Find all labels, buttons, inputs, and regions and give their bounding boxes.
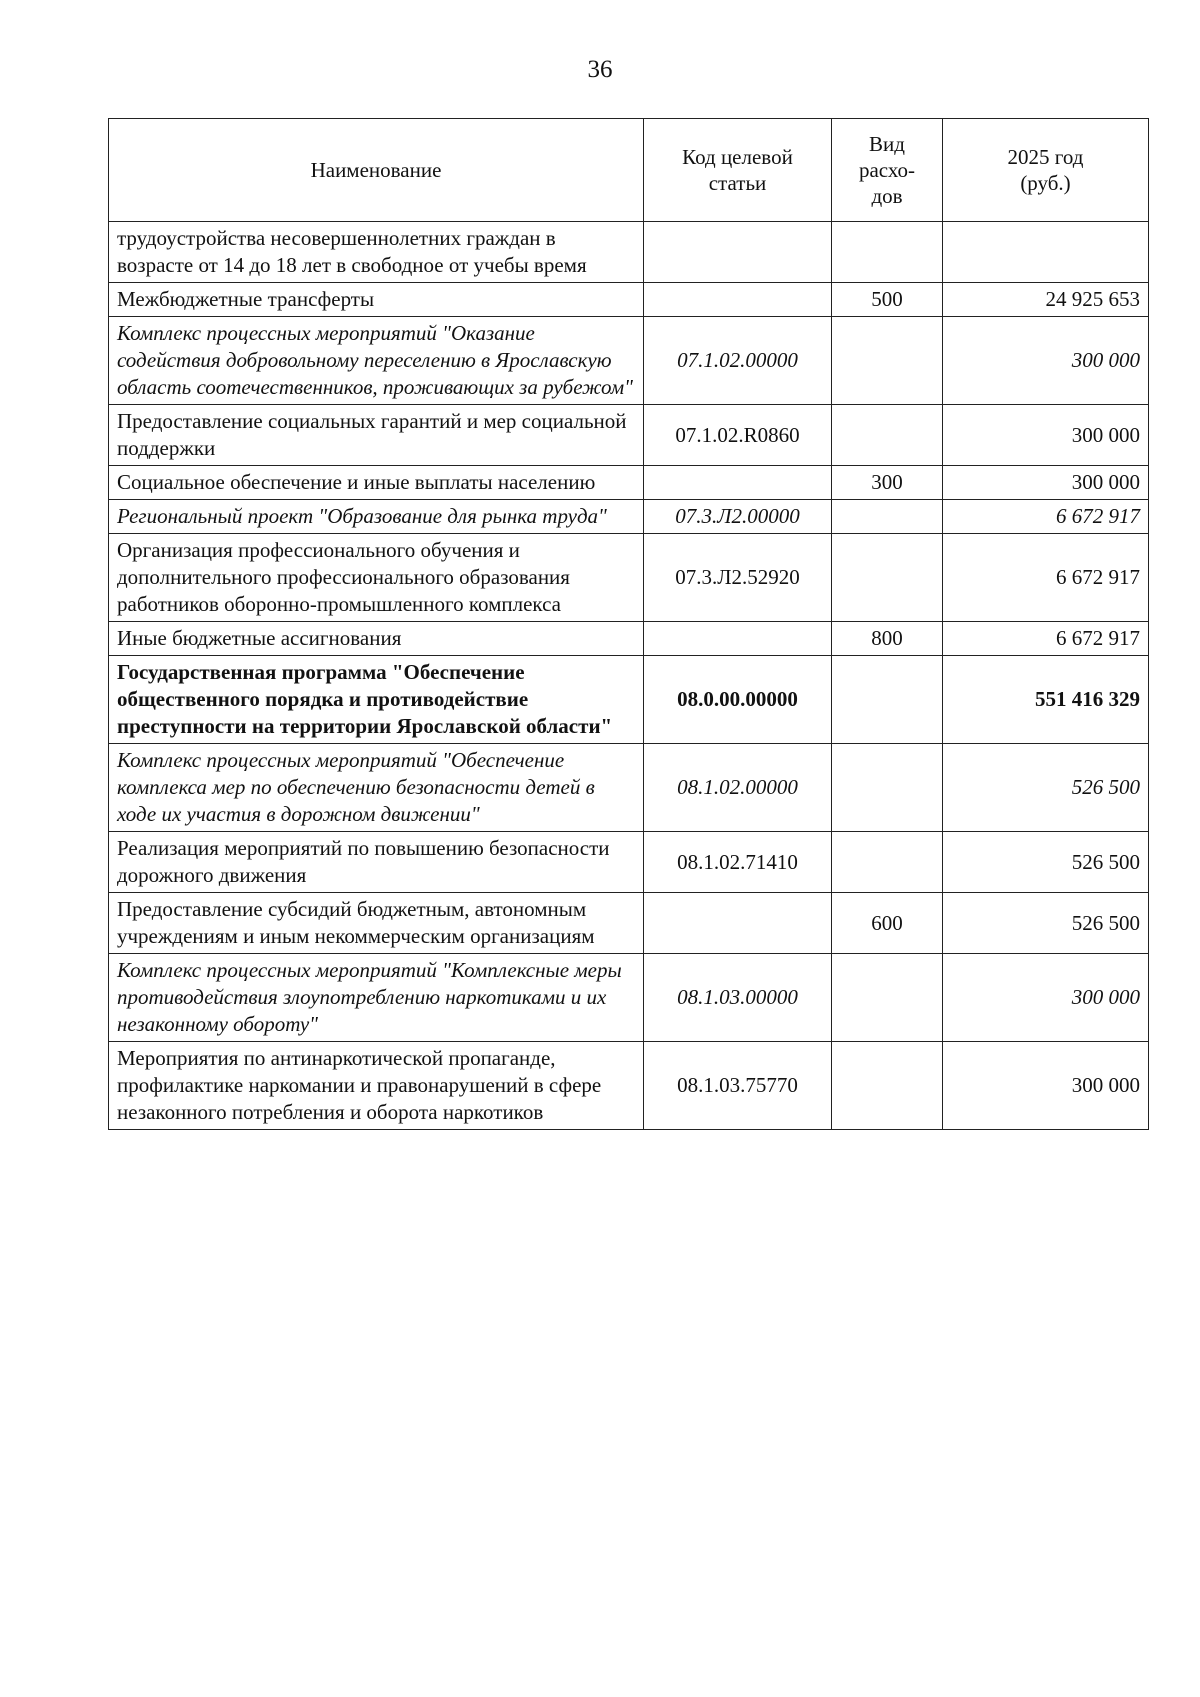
table-row xyxy=(109,893,1149,954)
cell-type xyxy=(832,222,943,283)
cell-name: Организация профессионального обучения и дополнительного профессионального образования работников оборонно-промышленного комплекса xyxy=(109,534,644,622)
cell-code xyxy=(644,893,832,954)
header-type-line: расхо- xyxy=(858,158,916,182)
cell-code: 08.1.03.75770 xyxy=(644,1042,832,1130)
cell-code: 07.1.02.R0860 xyxy=(644,405,832,466)
header-type-line: дов xyxy=(871,184,903,208)
cell-name: Комплекс процессных мероприятий "Комплексные меры противодействия злоупотреблению наркотиками и их незаконному обороту" xyxy=(109,954,644,1042)
cell-sum: 526 500 xyxy=(943,893,1149,954)
cell-name: трудоустройства несовершеннолетних граждан в возрасте от 14 до 18 лет в свободное от учебы время xyxy=(109,222,644,283)
table-row xyxy=(109,744,1149,832)
header-sum-line: (руб.) xyxy=(1020,171,1071,195)
cell-type xyxy=(832,534,943,622)
header-type xyxy=(832,119,943,222)
table-row xyxy=(109,954,1149,1042)
table-header-row xyxy=(109,119,1149,222)
table-row xyxy=(109,500,1149,534)
table-row xyxy=(109,466,1149,500)
cell-type: 300 xyxy=(832,466,943,500)
header-code: Код целевой статьи xyxy=(644,119,832,222)
cell-name: Мероприятия по антинаркотической пропаганде, профилактике наркомании и правонарушений в сфере незаконного потребления и оборота наркотиков xyxy=(109,1042,644,1130)
cell-code: 08.1.03.00000 xyxy=(644,954,832,1042)
cell-type xyxy=(832,744,943,832)
table-row xyxy=(109,405,1149,466)
cell-name: Региональный проект "Образование для рынка труда" xyxy=(109,500,644,534)
cell-sum xyxy=(943,222,1149,283)
cell-type xyxy=(832,954,943,1042)
header-sum xyxy=(943,119,1149,222)
table-row xyxy=(109,1042,1149,1130)
table-row xyxy=(109,832,1149,893)
cell-name: Комплекс процессных мероприятий "Оказание содействия добровольному переселению в Ярославскую область соотечественников, проживающих за рубежом" xyxy=(109,317,644,405)
cell-sum: 300 000 xyxy=(943,954,1149,1042)
cell-name: Реализация мероприятий по повышению безопасности дорожного движения xyxy=(109,832,644,893)
cell-type: 800 xyxy=(832,622,943,656)
cell-name: Социальное обеспечение и иные выплаты населению xyxy=(109,466,644,500)
page-number: 36 xyxy=(587,56,613,83)
cell-type xyxy=(832,656,943,744)
header-name: Наименование xyxy=(109,119,644,222)
cell-name: Предоставление социальных гарантий и мер социальной поддержки xyxy=(109,405,644,466)
cell-code xyxy=(644,466,832,500)
cell-code: 08.1.02.00000 xyxy=(644,744,832,832)
cell-sum: 526 500 xyxy=(943,744,1149,832)
cell-name: Предоставление субсидий бюджетным, автономным учреждениям и иным некоммерческим организациям xyxy=(109,893,644,954)
cell-sum: 526 500 xyxy=(943,832,1149,893)
header-type-line: Вид xyxy=(869,132,905,156)
cell-code xyxy=(644,622,832,656)
cell-sum: 24 925 653 xyxy=(943,283,1149,317)
cell-type xyxy=(832,832,943,893)
cell-sum: 551 416 329 xyxy=(943,656,1149,744)
cell-sum: 300 000 xyxy=(943,1042,1149,1130)
table-body xyxy=(109,222,1149,1130)
cell-code: 07.3.Л2.00000 xyxy=(644,500,832,534)
cell-type xyxy=(832,317,943,405)
cell-code: 07.3.Л2.52920 xyxy=(644,534,832,622)
table-row xyxy=(109,317,1149,405)
table-row xyxy=(109,534,1149,622)
cell-code: 08.0.00.00000 xyxy=(644,656,832,744)
cell-sum: 6 672 917 xyxy=(943,534,1149,622)
table-row xyxy=(109,222,1149,283)
cell-sum: 6 672 917 xyxy=(943,622,1149,656)
cell-type: 600 xyxy=(832,893,943,954)
cell-type: 500 xyxy=(832,283,943,317)
cell-type xyxy=(832,500,943,534)
table-row xyxy=(109,656,1149,744)
budget-table xyxy=(108,118,1149,1130)
cell-code xyxy=(644,283,832,317)
cell-name: Иные бюджетные ассигнования xyxy=(109,622,644,656)
cell-sum: 300 000 xyxy=(943,405,1149,466)
cell-name: Комплекс процессных мероприятий "Обеспечение комплекса мер по обеспечению безопасности детей в ходе их участия в дорожном движении" xyxy=(109,744,644,832)
cell-code xyxy=(644,222,832,283)
cell-sum: 6 672 917 xyxy=(943,500,1149,534)
cell-sum: 300 000 xyxy=(943,317,1149,405)
cell-sum: 300 000 xyxy=(943,466,1149,500)
table-row xyxy=(109,283,1149,317)
cell-type xyxy=(832,405,943,466)
cell-name: Межбюджетные трансферты xyxy=(109,283,644,317)
cell-code: 08.1.02.71410 xyxy=(644,832,832,893)
cell-name: Государственная программа "Обеспечение общественного порядка и противодействие преступности на территории Ярославской области" xyxy=(109,656,644,744)
table-row xyxy=(109,622,1149,656)
header-sum-line: 2025 год xyxy=(1007,145,1084,169)
cell-code: 07.1.02.00000 xyxy=(644,317,832,405)
cell-type xyxy=(832,1042,943,1130)
